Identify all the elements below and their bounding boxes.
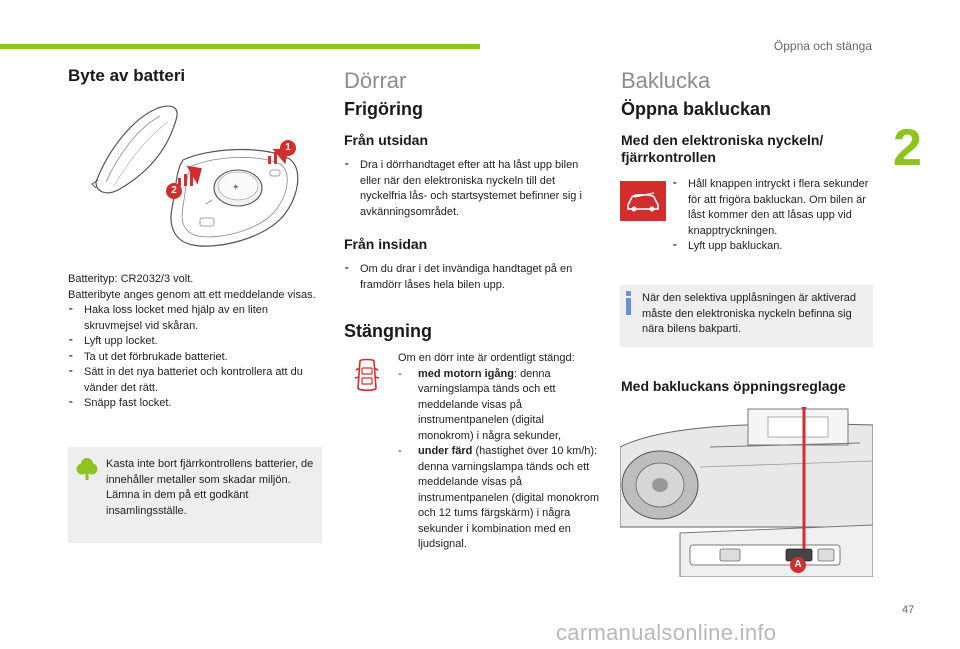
bullet-icon: ⁃ (68, 350, 74, 363)
bullet-icon: ⁃ (68, 304, 74, 316)
bullet-icon: ⁃ (68, 397, 74, 409)
open-tailgate-heading: Öppna bakluckan (621, 99, 772, 119)
closing-text (398, 351, 600, 553)
battery-step: ⁃ Sätt in det nya batteriet och kontrollera att du vänder det rätt. (68, 365, 318, 396)
control-method-heading: Med bakluckans öppningsreglage (621, 378, 846, 394)
battery-step: ⁃ Lyft upp locket. (68, 334, 318, 350)
info-note (620, 285, 873, 347)
info-note-text: När den selektiva upplåsningen är aktiverad måste den elektroniska nyckeln befinna sig nära bilens bakparti. (642, 292, 857, 335)
tailgate-button-icon (620, 181, 666, 221)
car-rear-icon (620, 181, 666, 221)
environment-note-text-2: Lämna in dem på ett godkänt insamlingsställe. (106, 489, 249, 517)
inside-heading: Från insidan (344, 236, 428, 252)
key-step: ⁃ Håll knappen intryckt i flera sekunder för att frigöra bakluckan. Om bilen är låst kommer den att låsas upp vid knapptryckningen. (672, 177, 872, 239)
info-icon (626, 291, 631, 315)
dash-marker: - (398, 367, 402, 380)
bullet-icon: ⁃ (344, 159, 350, 171)
closing-heading: Stängning (344, 321, 432, 341)
key-fob-drawing (88, 100, 318, 260)
closing-intro: Om en dörr inte är ordentligt stängd: (398, 352, 575, 364)
label-a: A (790, 557, 806, 573)
battery-intro: Batteribyte anges genom att ett meddelande visas. (68, 288, 316, 301)
page-number: 47 (902, 604, 915, 616)
closing-item-engine: - med motorn igång: denna varningslampa tänds och ett meddelande visas på instrumentpanelen (digital monokrom) i några sekunder, (398, 367, 600, 445)
car-rear-drawing (620, 407, 873, 577)
watermark: carmanualsonline.info (556, 620, 777, 645)
svg-text:✦: ✦ (232, 183, 240, 193)
key-method-steps (672, 177, 872, 255)
chapter-number: 2 (893, 119, 922, 177)
battery-instructions (68, 272, 318, 412)
callout-1: 1 (280, 140, 296, 156)
battery-type: Batterityp: CR2032/3 volt. (68, 273, 194, 285)
header-accent-bar (0, 44, 480, 49)
outside-text: ⁃ Dra i dörrhandtaget efter att ha låst upp bilen eller när den elektroniska nyckeln till det nyckelfria lås- och startsystemet befinner sig i avkänningsområdet. (344, 158, 602, 220)
doors-section-title: Dörrar (344, 68, 407, 93)
tailgate-control-illustration (620, 407, 873, 577)
key-fob-illustration (88, 100, 318, 260)
bullet-icon: ⁃ (344, 263, 350, 275)
door-open-warning-icon (352, 358, 382, 392)
battery-step: ⁃ Haka loss locket med hjälp av en liten skruvmejsel vid skåran. (68, 303, 318, 334)
battery-step: ⁃ Ta ut det förbrukade batteriet. (68, 350, 318, 366)
key-step: ⁃ Lyft upp bakluckan. (672, 239, 872, 255)
tree-icon (76, 457, 98, 481)
bullet-icon: ⁃ (672, 240, 678, 252)
environment-note (68, 447, 322, 543)
tailgate-section-title: Baklucka (621, 68, 711, 93)
battery-section-title: Byte av batteri (68, 66, 186, 85)
closing-item-driving: - under färd (hastighet över 10 km/h): denna varningslampa tänds och ett meddelande visas på instrumentpanelen (digital monokrom och 12 tums färgskärm) i några sekunder i kombination med en ljudsignal. (398, 444, 600, 553)
environment-note-text: Kasta inte bort fjärrkontrollens batterier, de innehåller metaller som skadar miljön. (106, 458, 314, 486)
release-heading: Frigöring (344, 99, 423, 119)
outside-heading: Från utsidan (344, 132, 429, 148)
key-method-heading: Med den elektroniska nyckeln/ fjärrkontrollen (621, 132, 824, 165)
chapter-title: Öppna och stänga (773, 39, 872, 53)
bullet-icon: ⁃ (672, 178, 678, 190)
callout-2: 2 (166, 183, 182, 199)
battery-step: ⁃ Snäpp fast locket. (68, 396, 318, 412)
dash-marker: - (398, 445, 402, 457)
bullet-icon: ⁃ (68, 366, 74, 378)
inside-text: ⁃ Om du drar i det invändiga handtaget på en framdörr låses hela bilen upp. (344, 262, 602, 293)
bullet-icon: ⁃ (68, 335, 74, 347)
